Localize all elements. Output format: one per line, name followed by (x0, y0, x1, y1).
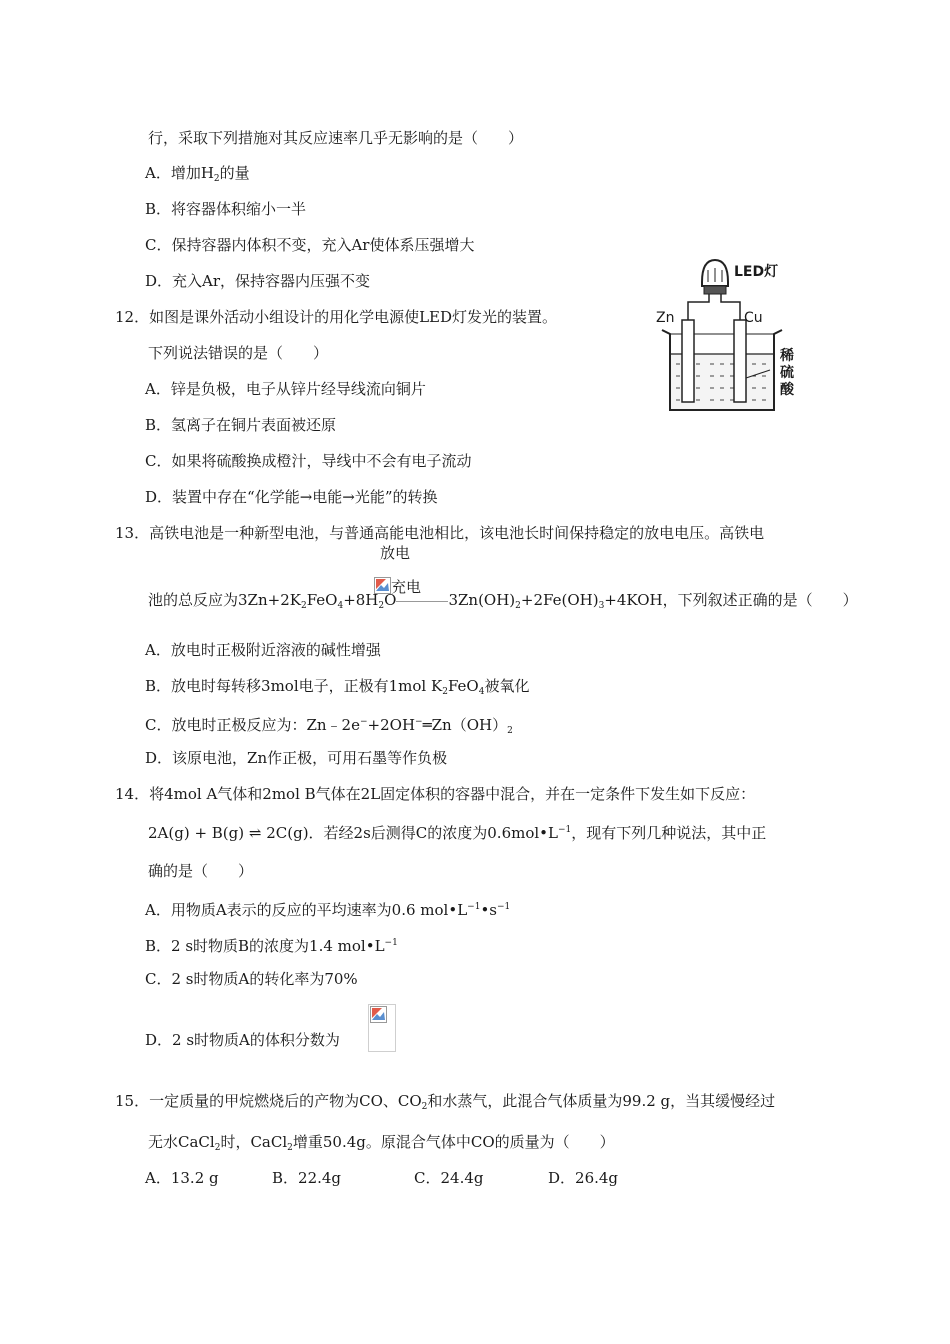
q12-stem: 12．如图是课外活动小组设计的用化学电源使LED灯发光的装置。 (115, 308, 558, 326)
acid-label: 稀硫酸 (780, 348, 794, 398)
q14-option-a: A．用物质A表示的反应的平均速率为0.6 $mol•L^{-1}•s^{-1}$ (145, 901, 511, 919)
q14-stem-2: 2A(g) + B(g) ⇌ 2C(g)．若经2s后测得C的浓度为$0.6mol•L^{-1}$，现有下列几种说法，其中正 (148, 824, 767, 842)
q13-stem: 13．高铁电池是一种新型电池，与普通高能电池相比，该电池长时间保持稳定的放电电压。高铁电 (115, 524, 765, 542)
q15-stem: 15．一定质量的甲烷燃烧后的产物为CO、$CO_2$和水蒸气，此混合气体质量为99.2 g，当其缓慢经过 (115, 1092, 776, 1112)
reaction-arrow-line (396, 601, 448, 602)
q13-charge-label: 充电 (374, 577, 421, 597)
led-battery-diagram (652, 252, 802, 417)
q11-option-b: B．将容器体积缩小一半 (145, 200, 307, 218)
q14-option-c: C．2 s时物质A的转化率为70% (145, 970, 358, 988)
q13-option-c: C．放电时正极反应为：$Zn﹣2e^-+2OH^-═Zn(OH)_2$ (145, 716, 513, 736)
broken-image-icon (370, 1006, 387, 1023)
q13-option-a: A．放电时正极附近溶液的碱性增强 (145, 641, 381, 659)
q15-stem-2: 无水CaCl$_2$时，CaCl$_2$增重50.4g。原混合气体中CO的质量为（ ） (148, 1133, 615, 1153)
q14-stem-3: 确的是（ ） (148, 862, 254, 880)
q11-stem: 行，采取下列措施对其反应速率几乎无影响的是（ ） (148, 129, 524, 147)
q15-option-b: B．22.4g (272, 1169, 342, 1187)
q14-option-b: B．2 s时物质B的浓度为1.4 $mol•L^{-1}$ (145, 937, 398, 955)
zn-label: Zn (656, 310, 675, 326)
q13-discharge-label: 放电 (380, 544, 411, 562)
formula-image-placeholder (368, 1004, 396, 1052)
q14-option-d: D．2 s时物质A的体积分数为 (145, 1031, 340, 1049)
q15-option-d: D．26.4g (548, 1169, 619, 1187)
q12-option-c: C．如果将硫酸换成橙汁，导线中不会有电子流动 (145, 452, 472, 470)
q13-equation: 池的总反应为$3Zn+2K_2FeO_4+8H_2O$ $3Zn(OH)_2+2Fe(OH)_3+4KOH$，下列叙述正确的是（ ） (148, 591, 858, 611)
q12-option-b: B．氢离子在铜片表面被还原 (145, 416, 337, 434)
q13-option-b: B．放电时每转移3mol电子，正极有1mol $K_2FeO_4$被氧化 (145, 677, 530, 697)
q11-option-d: D．充入Ar，保持容器内压强不变 (145, 272, 371, 290)
q14-stem: 14．将4mol A气体和2mol B气体在2L固定体积的容器中混合，并在一定条件下发生如下反应： (115, 785, 756, 803)
q11-option-a: A．增加$H_2$的量 (145, 164, 250, 184)
q12-option-a: A．锌是负极，电子从锌片经导线流向铜片 (145, 380, 426, 398)
cu-label: Cu (744, 310, 763, 326)
q12-option-d: D．装置中存在“化学能→电能→光能”的转换 (145, 488, 438, 506)
q13-option-d: D．该原电池，Zn作正极，可用石墨等作负极 (145, 749, 448, 767)
led-label: LED灯 (734, 264, 779, 280)
q15-option-a: A．13.2 g (145, 1169, 219, 1187)
q12-stem-2: 下列说法错误的是（ ） (148, 344, 329, 362)
q15-option-c: C．24.4g (414, 1169, 484, 1187)
q11-option-c: C．保持容器内体积不变，充入Ar使体系压强增大 (145, 236, 475, 254)
